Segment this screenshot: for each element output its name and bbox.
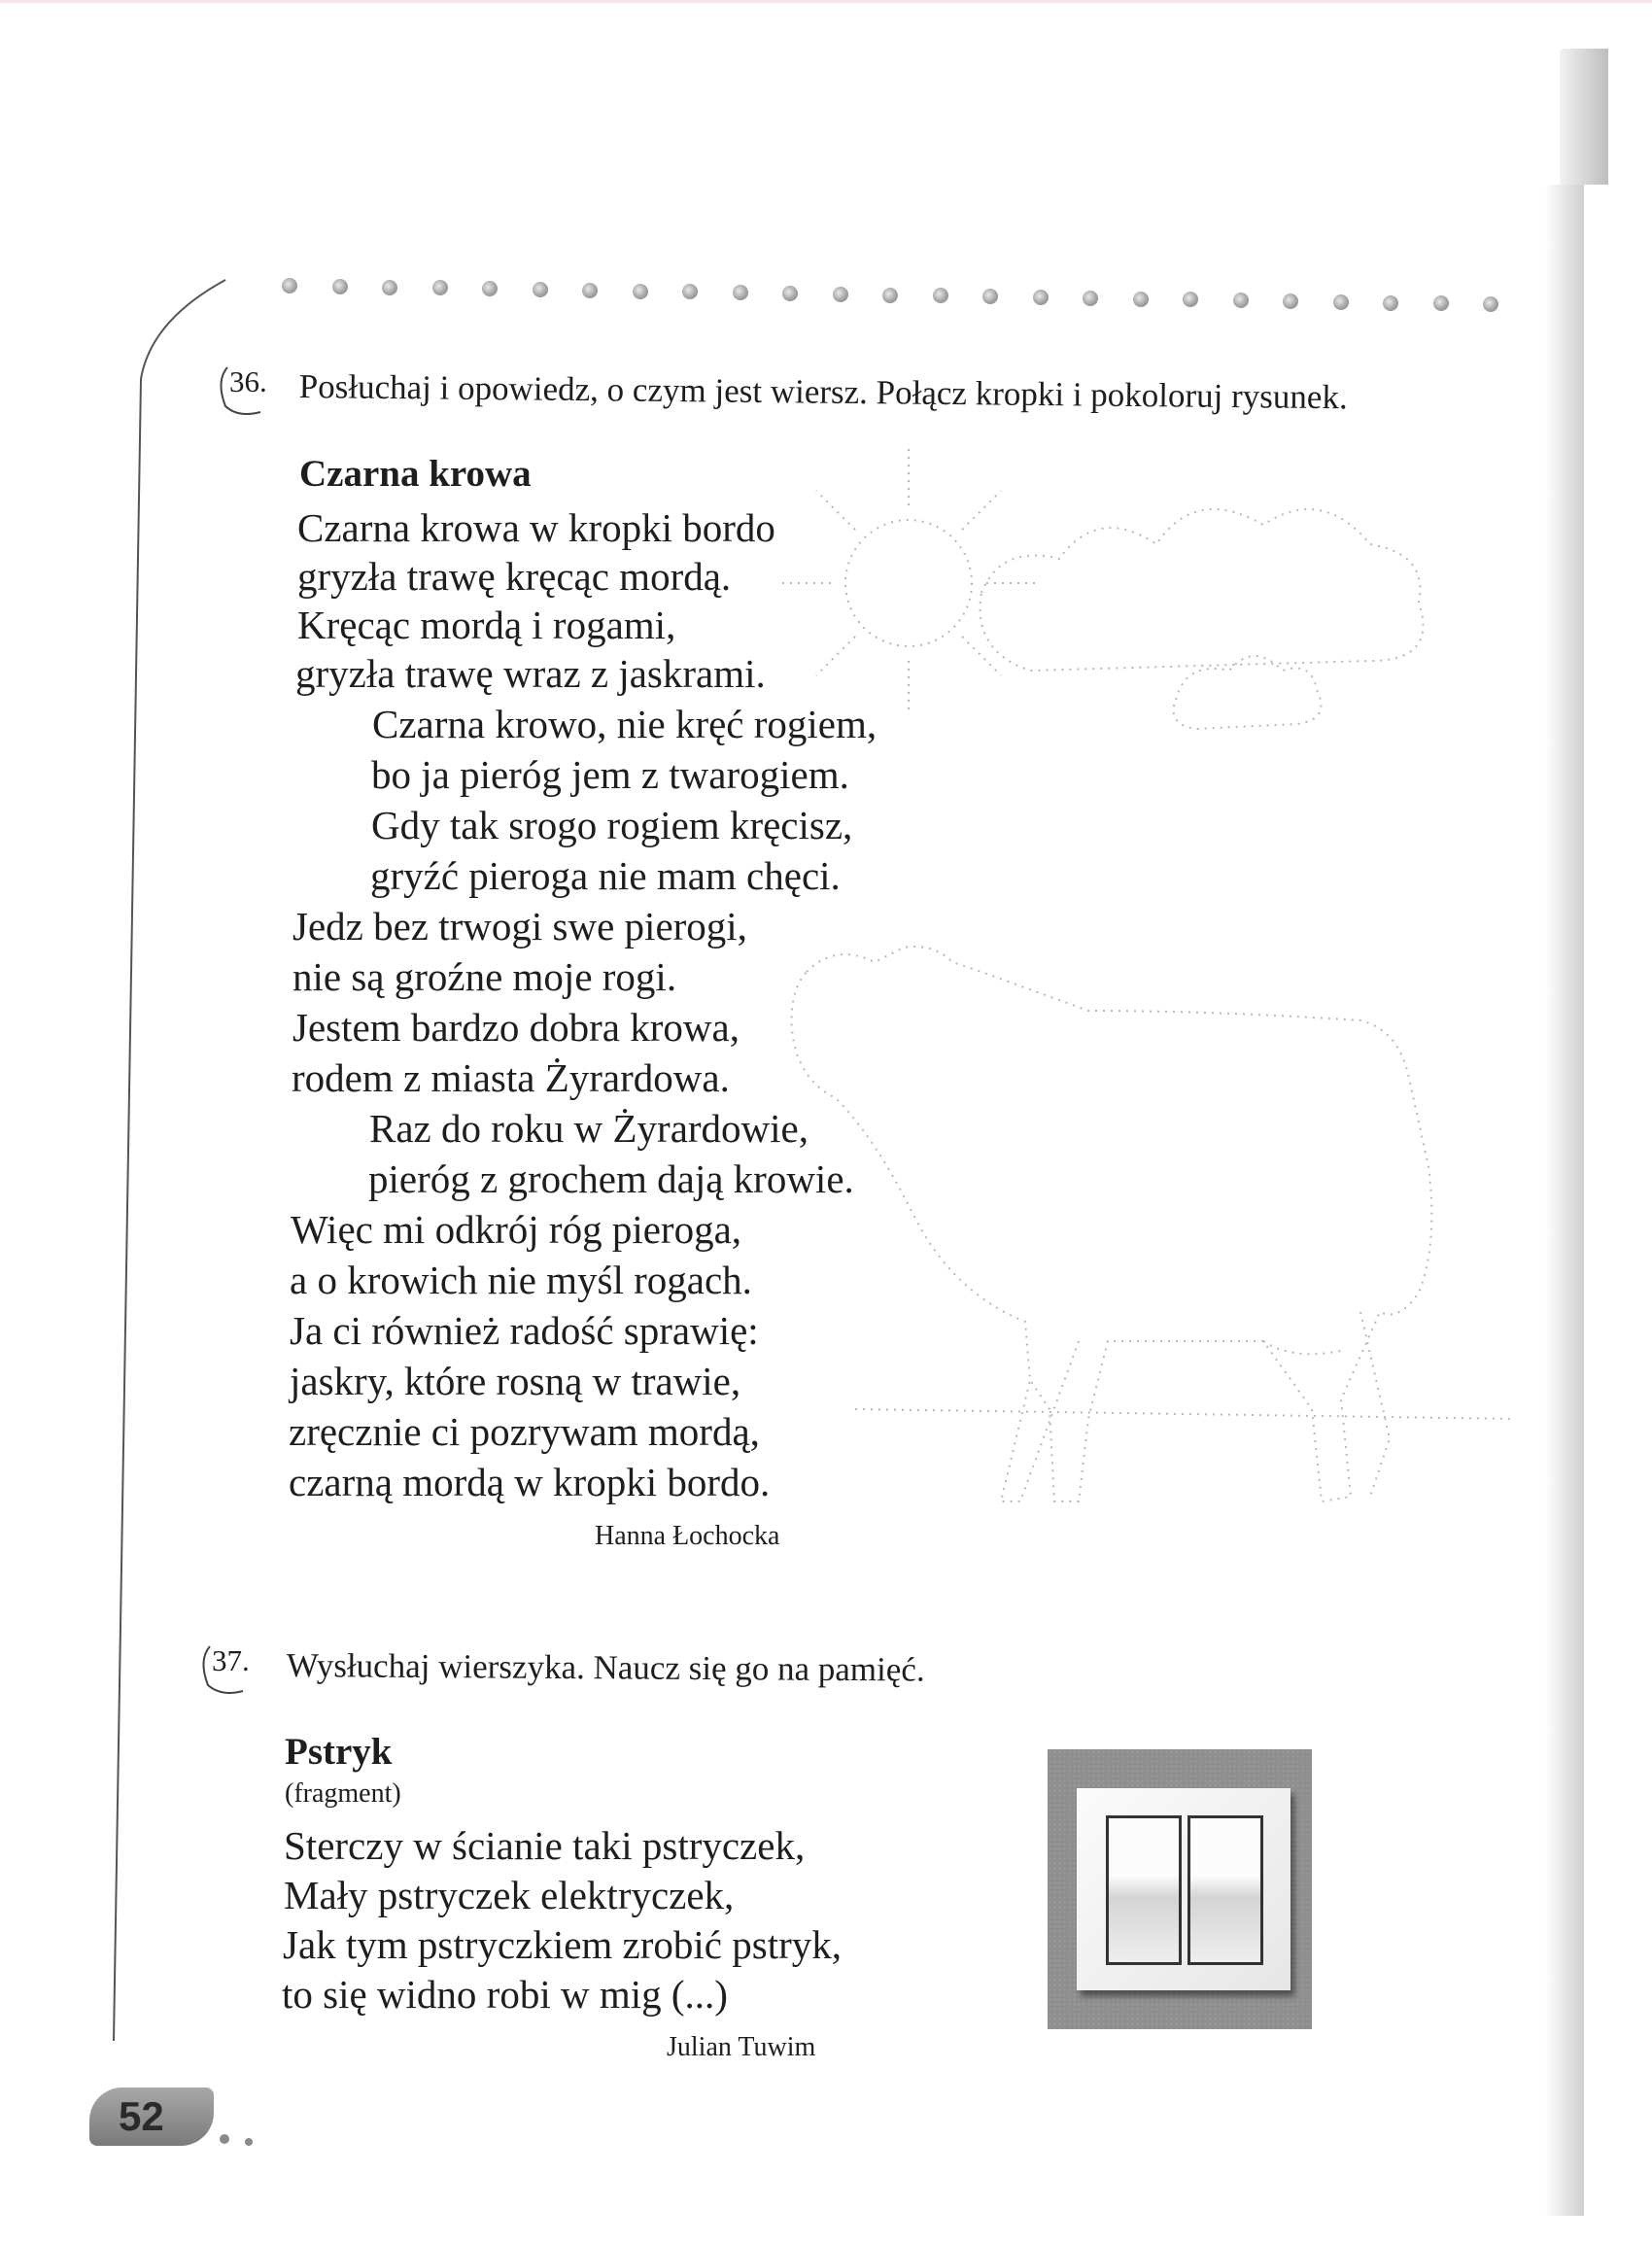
cloud-large bbox=[981, 509, 1424, 671]
poem-line: to się widno robi w mig (...) bbox=[282, 1972, 728, 2017]
poem-line: rodem z miasta Żyrardowa. bbox=[292, 1055, 730, 1100]
poem-line: Więc mi odkrój róg pieroga, bbox=[291, 1207, 742, 1252]
poem-czarna-krowa-title: Czarna krowa bbox=[299, 453, 532, 495]
cow-front-leg bbox=[1001, 1341, 1079, 1501]
cow-back-leg bbox=[1360, 1312, 1390, 1497]
switch-plate bbox=[1077, 1788, 1291, 1990]
poem-pstryk-title: Pstryk bbox=[285, 1731, 393, 1773]
task-37-number: 37. bbox=[212, 1643, 250, 1677]
poem-line: czarną mordą w kropki bordo. bbox=[289, 1460, 771, 1504]
poem-line: Jak tym pstryczkiem zrobić pstryk, bbox=[283, 1922, 843, 1967]
poem-line: Jestem bardzo dobra krowa, bbox=[293, 1005, 740, 1050]
poem-czarna-krowa-author: Hanna Łochocka bbox=[595, 1521, 780, 1551]
cow-dotted-outline bbox=[792, 947, 1432, 1501]
poem-line: gryźć pieroga nie mam chęci. bbox=[370, 853, 841, 898]
light-switch-photo bbox=[1048, 1749, 1312, 2029]
task-36-instruction: Posłuchaj i opowiedz, o czym jest wiersz. Połącz kropki i pokoloruj rysunek. bbox=[298, 367, 1348, 417]
poem-line: Jedz bez trwogi swe pierogi, bbox=[293, 904, 747, 949]
poem-line: gryzła trawę wraz z jaskrami. bbox=[295, 651, 766, 696]
sun-dotted-outline bbox=[845, 520, 972, 646]
poem-pstryk-subtitle: (fragment) bbox=[285, 1778, 401, 1809]
ground-line bbox=[855, 1409, 1516, 1419]
poem-line: nie są groźne moje rogi. bbox=[293, 954, 677, 999]
poem-line: bo ja pieróg jem z twarogiem. bbox=[371, 752, 849, 797]
task-37-instruction: Wysłuchaj wierszyka. Naucz się go na pamięć. bbox=[286, 1646, 925, 1689]
poem-line: a o krowich nie myśl rogach. bbox=[290, 1258, 752, 1302]
page-number: 52 bbox=[119, 2093, 164, 2139]
task-36-number: 36. bbox=[229, 364, 267, 398]
badge-dot bbox=[245, 2138, 253, 2146]
poem-line: Czarna krowo, nie kręć rogiem, bbox=[372, 702, 878, 746]
poem-line: Raz do roku w Żyrardowie, bbox=[369, 1106, 809, 1151]
badge-dot bbox=[220, 2134, 229, 2144]
sun-rays bbox=[777, 447, 1040, 714]
cloud-small bbox=[1174, 656, 1322, 729]
poem-line: Gdy tak srogo rogiem kręcisz, bbox=[371, 803, 853, 847]
poem-line: Czarna krowa w kropki bordo bbox=[297, 505, 775, 550]
poem-line: Kręcąc mordą i rogami, bbox=[297, 603, 676, 647]
poem-line: Mały pstryczek elektryczek, bbox=[284, 1873, 735, 1917]
cow-udder bbox=[1263, 1341, 1341, 1354]
poem-pstryk-author: Julian Tuwim bbox=[667, 2032, 816, 2062]
switch-rocker-right bbox=[1187, 1815, 1263, 1965]
poem-line: Sterczy w ścianie taki pstryczek, bbox=[284, 1823, 806, 1868]
poem-line: pieróg z grochem dają krowie. bbox=[368, 1156, 854, 1201]
poem-line: Ja ci również radość sprawię: bbox=[290, 1308, 759, 1353]
poem-line: zręcznie ci pozrywam mordą, bbox=[289, 1409, 760, 1454]
switch-rocker-left bbox=[1106, 1815, 1182, 1965]
poem-line: jaskry, które rosną w trawie, bbox=[290, 1359, 741, 1403]
poem-line: gryzła trawę kręcąc mordą. bbox=[297, 554, 732, 599]
